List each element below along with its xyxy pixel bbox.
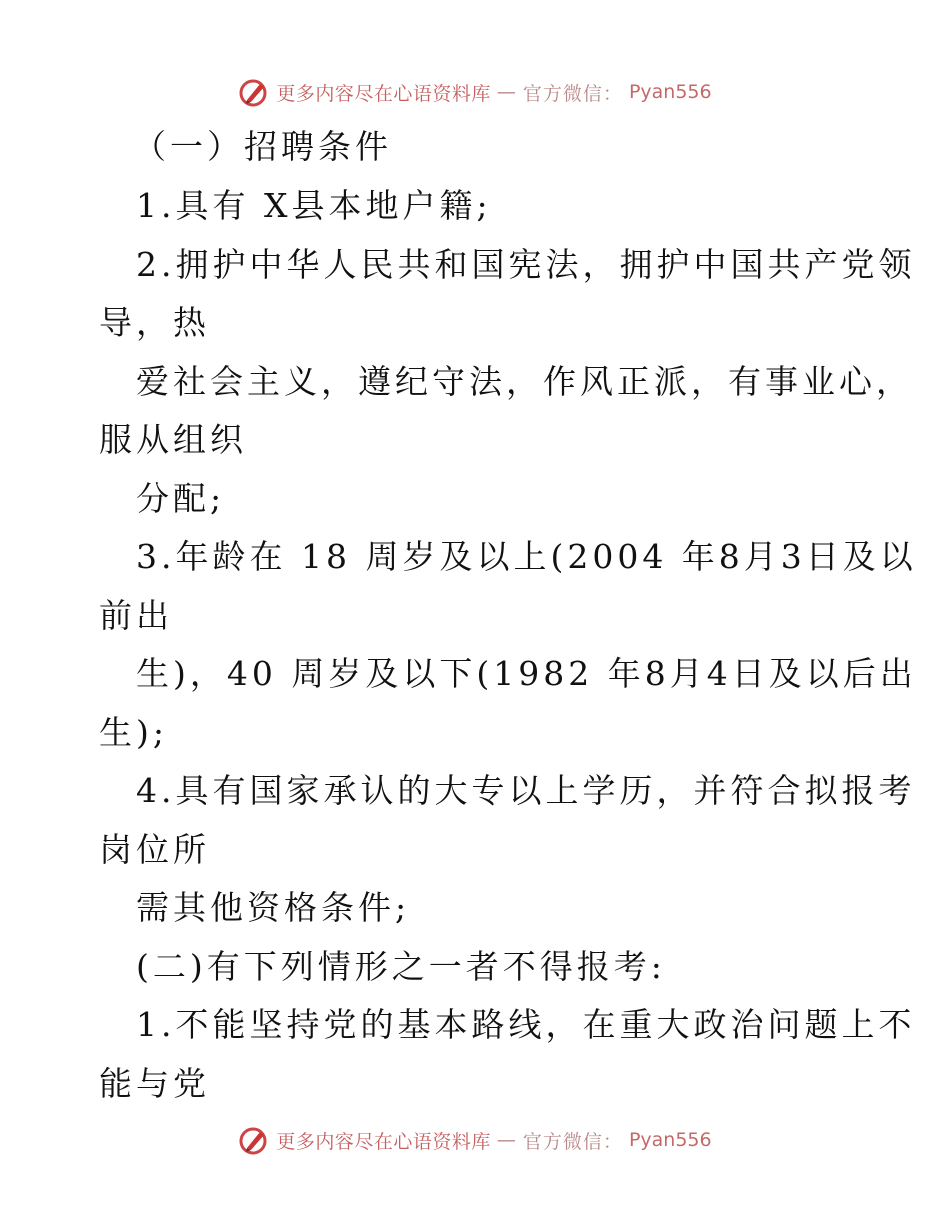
section-heading: (二)有下列情形之一者不得报考:	[136, 947, 666, 986]
watermark-text: 更多内容尽在心语资料库	[276, 82, 491, 105]
watermark-wechat-label: 官方微信：	[522, 82, 623, 105]
watermark-text: 更多内容尽在心语资料库	[276, 1130, 491, 1153]
watermark-banner-top	[0, 72, 950, 112]
pen-logo-icon	[238, 76, 270, 108]
text-line: 生)，40 周岁及以下(1982 年8月4日及以后出	[136, 654, 917, 693]
watermark-wechat-label: 官方微信：	[522, 1130, 623, 1153]
text-line: 1.具有 X县本地户籍;	[136, 186, 492, 225]
section-heading: （一）招聘条件	[133, 127, 392, 166]
pen-logo-icon	[238, 1124, 270, 1156]
text-line: 分配;	[136, 479, 226, 518]
watermark-banner-bottom	[0, 1120, 950, 1160]
watermark-dash: —	[496, 1129, 517, 1151]
text-line: 生);	[99, 713, 168, 752]
text-line: 前出	[99, 596, 173, 635]
text-line: 服从组织	[99, 420, 247, 459]
text-line: 1.不能坚持党的基本路线，在重大政治问题上不	[136, 1005, 916, 1044]
text-line: 4.具有国家承认的大专以上学历，并符合拟报考	[136, 771, 916, 810]
text-line: 2.拥护中华人民共和国宪法，拥护中国共产党领	[136, 245, 916, 284]
text-line: 3.年龄在 18 周岁及以上(2004 年8月3日及以	[136, 537, 917, 576]
watermark-dash: —	[496, 81, 517, 103]
text-line: 岗位所	[99, 830, 210, 869]
text-line: 导，热	[99, 303, 210, 342]
text-line: 爱社会主义，遵纪守法，作风正派，有事业心，	[136, 362, 913, 401]
text-line: 能与党	[99, 1064, 210, 1103]
watermark-wechat-id: Pyan556	[628, 81, 712, 103]
watermark-wechat-id: Pyan556	[628, 1129, 712, 1151]
text-line: 需其他资格条件;	[136, 888, 411, 927]
